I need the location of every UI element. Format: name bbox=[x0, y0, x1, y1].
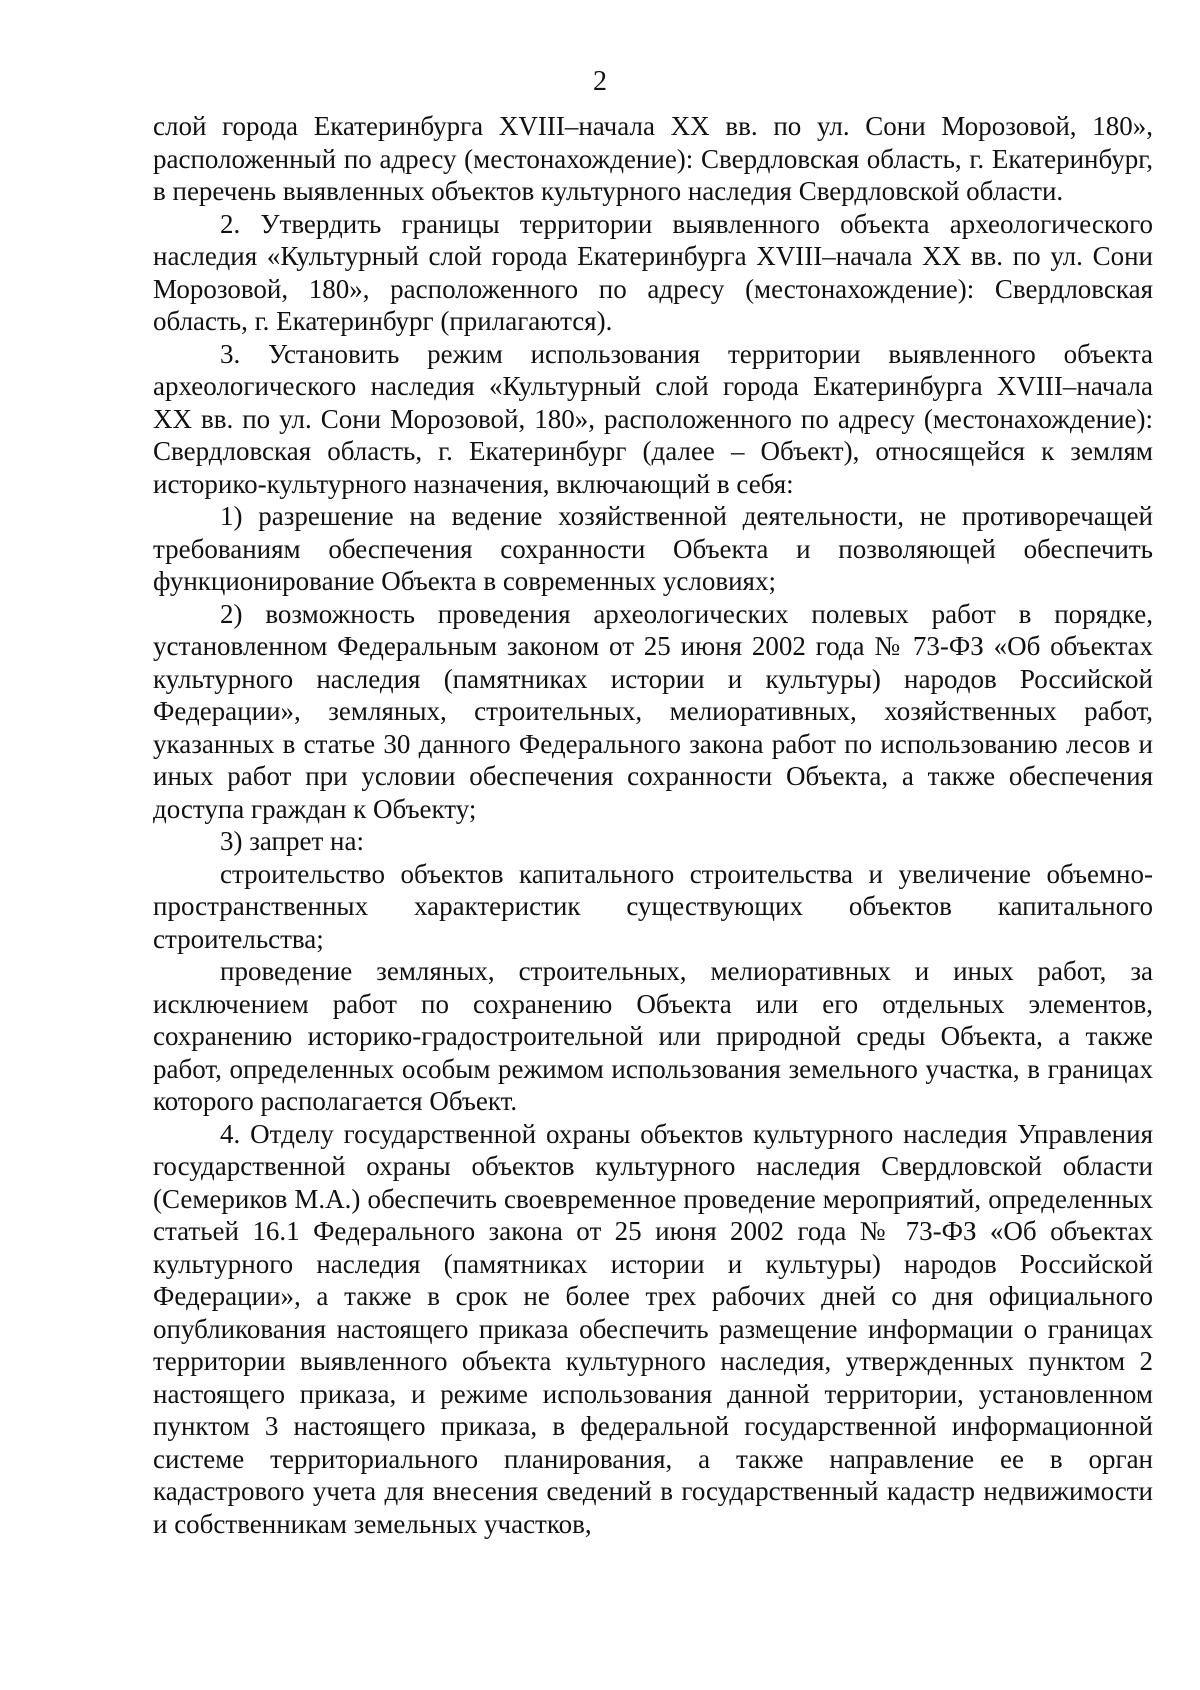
paragraph-subitem-2: 2) возможность проведения археологических полевых работ в порядке, установленном Федеральным законом от 25 июня 2002 года № 73-ФЗ «Об объектах культурного наследия (памятниках истории и культуры) народов Российской Федерации», земляных, строительных, мелиоративных, хозяйственных работ, указанных в статье 30 данного Федерального закона работ по использованию лесов и иных работ при условии обеспечения сохранности Объекта, а также обеспечения доступа граждан к Объекту; bbox=[153, 598, 1153, 824]
paragraph-item-2: 2. Утвердить границы территории выявленного объекта археологического наследия «Культурный слой города Екатеринбурга XVIII–начала XX вв. по ул. Сони Морозовой, 180», расположенного по адресу (местонахождение): Свердловская область, г. Екатеринбург (прилагаются). bbox=[153, 208, 1153, 336]
document-body bbox=[153, 110, 1153, 1540]
paragraph-item-3: 3. Установить режим использования территории выявленного объекта археологического наследия «Культурный слой города Екатеринбурга XVIII–начала XX вв. по ул. Сони Морозовой, 180», расположенного по адресу (местонахождение): Свердловская область, г. Екатеринбург (далее – Объект), относящейся к землям историко-культурного назначения, включающий в себя: bbox=[153, 338, 1153, 499]
paragraph-prohibition-construction: строительство объектов капитального строительства и увеличение объемно-пространственных характеристик существующих объектов капитального строительства; bbox=[153, 858, 1153, 954]
page-number: 2 bbox=[593, 66, 607, 97]
paragraph-continuation: слой города Екатеринбурга XVIII–начала XX вв. по ул. Сони Морозовой, 180», расположенный по адресу (местонахождение): Свердловская область, г. Екатеринбург, в перечень выявленных объектов культурного наследия Свердловской области. bbox=[153, 111, 1153, 206]
paragraph-prohibition-works: проведение земляных, строительных, мелиоративных и иных работ, за исключением работ по сохранению Объекта или его отдельных элементов, сохранению историко-градостроительной или природной среды Объекта, а также работ, определенных особым режимом использования земельного участка, в границах которого располагается Объект. bbox=[153, 956, 1153, 1116]
paragraph-subitem-1: 1) разрешение на ведение хозяйственной деятельности, не противоречащей требованиям обеспечения сохранности Объекта и позволяющей обеспечить функционирование Объекта в современных условиях; bbox=[153, 501, 1153, 596]
paragraph-item-4: 4. Отделу государственной охраны объектов культурного наследия Управления государственной охраны объектов культурного наследия Свердловской области (Семериков М.А.) обеспечить своевременное проведение мероприятий, определенных статьей 16.1 Федерального закона от 25 июня 2002 года № 73-ФЗ «Об объектах культурного наследия (памятниках истории и культуры) народов Российской Федерации», а также в срок не более трех рабочих дней со дня официального опубликования настоящего приказа обеспечить размещение информации о границах территории выявленного объекта культурного наследия, утвержденных пунктом 2 настоящего приказа, и режиме использования данной территории, установленном пунктом 3 настоящего приказа, в федеральной государственной информационной системе территориального планирования, а также направление ее в орган кадастрового учета для внесения сведений в государственный кадастр недвижимости и собственникам земельных участков, bbox=[153, 1118, 1153, 1539]
paragraph-subitem-3: 3) запрет на: bbox=[220, 826, 364, 856]
